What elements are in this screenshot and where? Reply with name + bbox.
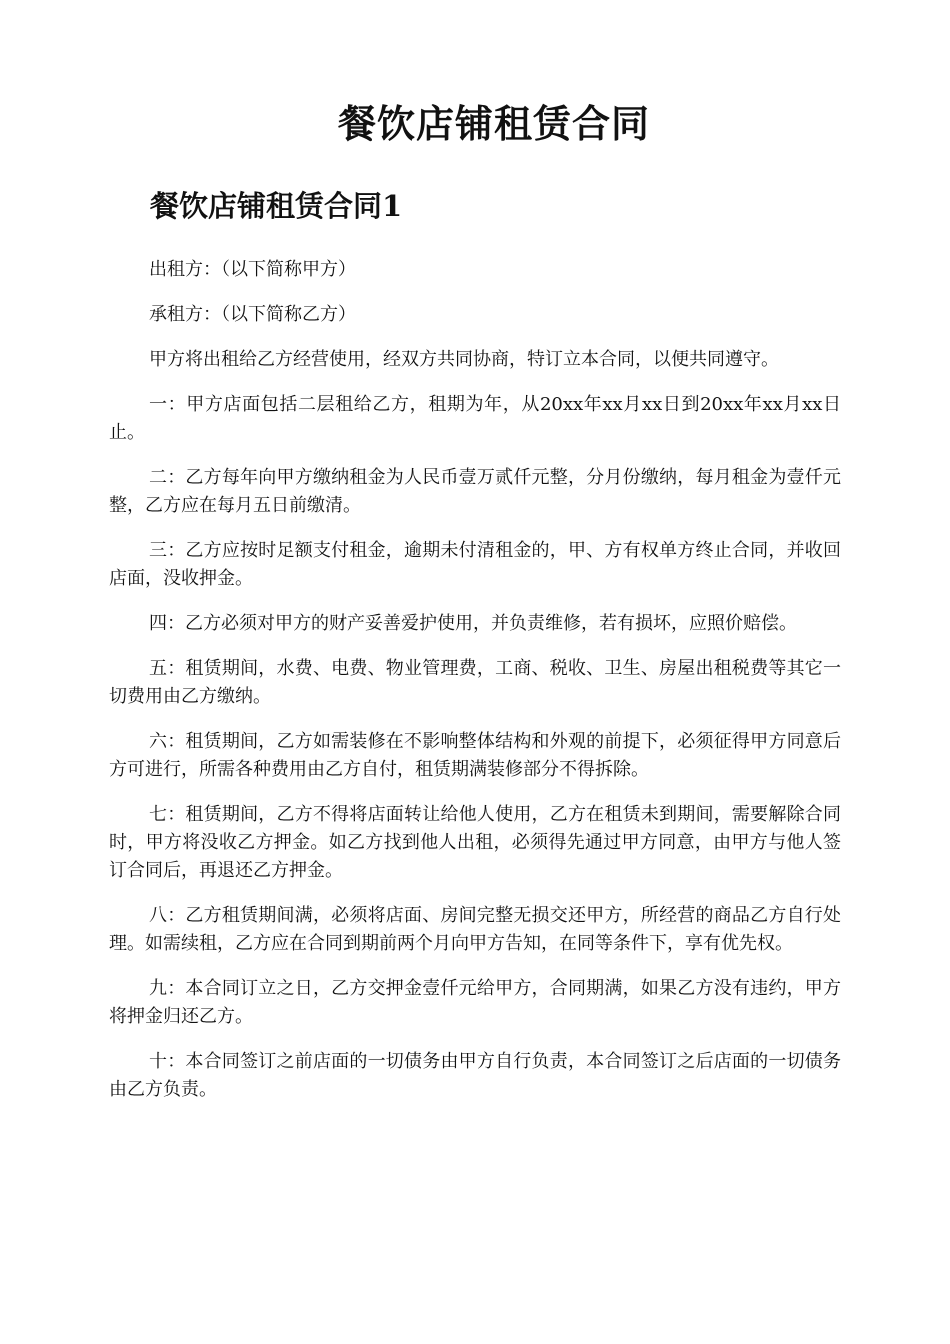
clause-10: 十：本合同签订之前店面的一切债务由甲方自行负责，本合同签订之后店面的一切债务由乙方负责。 <box>109 1051 841 1100</box>
document-title: 餐饮店铺租赁合同 <box>337 101 650 146</box>
lessee-line: 承租方：（以下简称乙方） <box>149 304 356 325</box>
clause-7: 七：租赁期间，乙方不得将店面转让给他人使用，乙方在租赁未到期间，需要解除合同时，甲方将没收乙方押金。如乙方找到他人出租，必须得先通过甲方同意，由甲方与他人签订合同后，再退还乙方押金。 <box>109 804 841 881</box>
clause-2: 二：乙方每年向甲方缴纳租金为人民币壹万贰仟元整，分月份缴纳，每月租金为壹仟元整，乙方应在每月五日前缴清。 <box>109 467 841 516</box>
clause-3: 三：乙方应按时足额支付租金，逾期未付清租金的，甲、方有权单方终止合同，并收回店面，没收押金。 <box>109 540 841 589</box>
preamble-paragraph: 甲方将出租给乙方经营使用，经双方共同协商，特订立本合同，以便共同遵守。 <box>149 349 779 370</box>
clause-1: 一：甲方店面包括二层租给乙方，租期为年，从20xx年xx月xx日到20xx年xx月xx日止。 <box>109 394 841 443</box>
clause-4: 四：乙方必须对甲方的财产妥善爱护使用，并负责维修，若有损坏，应照价赔偿。 <box>149 613 797 634</box>
contract-body <box>109 256 841 1121</box>
clause-8: 八：乙方租赁期间满，必须将店面、房间完整无损交还甲方，所经营的商品乙方自行处理。如需续租，乙方应在合同到期前两个月向甲方告知，在同等条件下，享有优先权。 <box>109 905 841 954</box>
lessor-line: 出租方：（以下简称甲方） <box>149 259 356 280</box>
section-heading: 餐饮店铺租赁合同1 <box>150 189 403 223</box>
clause-9: 九：本合同订立之日，乙方交押金壹仟元给甲方，合同期满，如果乙方没有违约，甲方将押金归还乙方。 <box>109 978 841 1027</box>
clause-5: 五：租赁期间，水费、电费、物业管理费，工商、税收、卫生、房屋出租税费等其它一切费用由乙方缴纳。 <box>109 658 841 707</box>
clause-6: 六：租赁期间，乙方如需装修在不影响整体结构和外观的前提下，必须征得甲方同意后方可进行，所需各种费用由乙方自付，租赁期满装修部分不得拆除。 <box>109 731 841 780</box>
